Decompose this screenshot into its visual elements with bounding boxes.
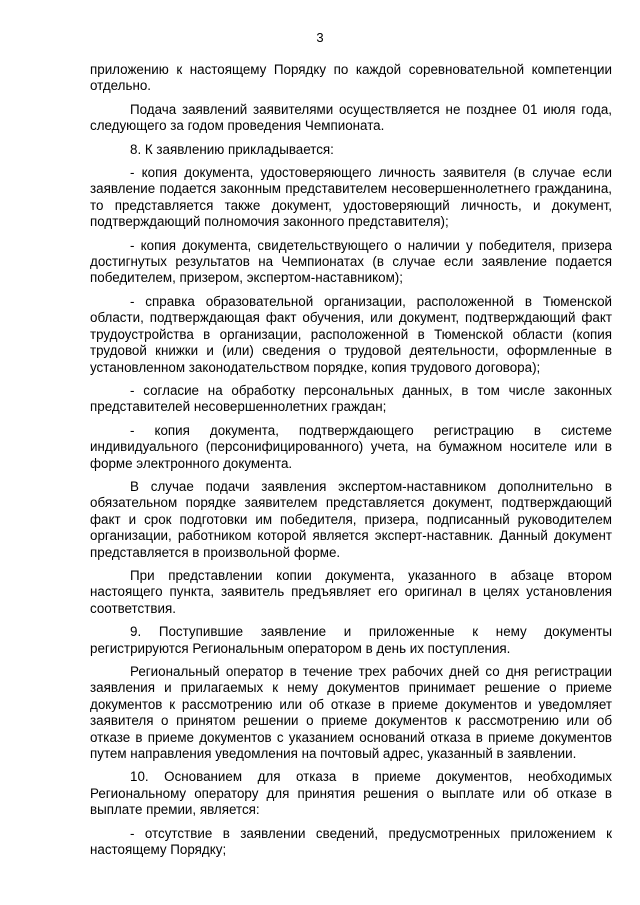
paragraph-item-10-grounds: 10. Основанием для отказа в приеме документов, необходимых Региональному оператору для принятия решения о выплате или об отказе в выплате премии, является:: [90, 769, 612, 818]
paragraph-deadline: Подача заявлений заявителями осуществляется не позднее 01 июля года, следующего за годом проведения Чемпионата.: [90, 101, 612, 134]
paragraph-expert-mentor: В случае подачи заявления экспертом-наставником дополнительно в обязательном порядке заявителем представляется документ, подтверждающий факт и срок подготовки им победителя, призера, подписанный руководителем организации, работником которой является эксперт-наставник. Данный документ представляется в произвольной форме.: [90, 478, 612, 560]
list-item-personal-data-consent: - согласие на обработку персональных данных, в том числе законных представителей несовершеннолетних граждан;: [90, 382, 612, 415]
paragraph-item-8-heading: 8. К заявлению прикладывается:: [130, 141, 334, 157]
list-item-results-document: - копия документа, свидетельствующего о наличии у победителя, призера достигнутых результатов на Чемпионатах (в случае если заявление подается победителем, призером, экспертом-наставником);: [90, 237, 612, 286]
document-body: [90, 62, 612, 865]
paragraph-original-document: При представлении копии документа, указанного в абзаце втором настоящего пункта, заявитель предъявляет его оригинал в целях установления соответствия.: [90, 567, 612, 616]
paragraph-regional-operator: Региональный оператор в течение трех рабочих дней со дня регистрации заявления и прилагаемых к нему документов принимает решение о приеме документов к рассмотрению или об отказе в приеме документов и уведомляет заявителя о принятом решении о приеме документов к рассмотрению или об отказе в приеме документов с указанием оснований отказа в приеме документов путем направления уведомления на почтовый адрес, указанный в заявлении.: [90, 664, 612, 762]
list-item-identity-document: - копия документа, удостоверяющего личность заявителя (в случае если заявление подается законным представителем несовершеннолетнего гражданина, то представляется также документ, удостоверяющий личность, и документ, подтверждающий полномочия законного представителя);: [90, 165, 612, 230]
paragraph-continuation: приложению к настоящему Порядку по каждой соревновательной компетенции отдельно.: [90, 62, 612, 94]
paragraph-item-9-registration: 9. Поступившие заявление и приложенные к нему документы регистрируются Региональным оператором в день их поступления.: [90, 624, 612, 656]
list-item-missing-information: - отсутствие в заявлении сведений, предусмотренных приложением к настоящему Порядку;: [90, 825, 612, 858]
list-item-employment-certificate: - справка образовательной организации, расположенной в Тюменской области, подтверждающая факт обучения, или документ, подтверждающий факт трудоустройства в организации, расположенной в Тюменской области (копия трудовой книжки и (или) сведения о трудовой деятельности, оформленные в установленном законодательством порядке, копия трудового договора);: [90, 293, 612, 375]
page-number: 3: [316, 30, 324, 45]
list-item-registration-document: - копия документа, подтверждающего регистрацию в системе индивидуального (персонифицированного) учета, на бумажном носителе или в форме электронного документа.: [90, 422, 612, 471]
